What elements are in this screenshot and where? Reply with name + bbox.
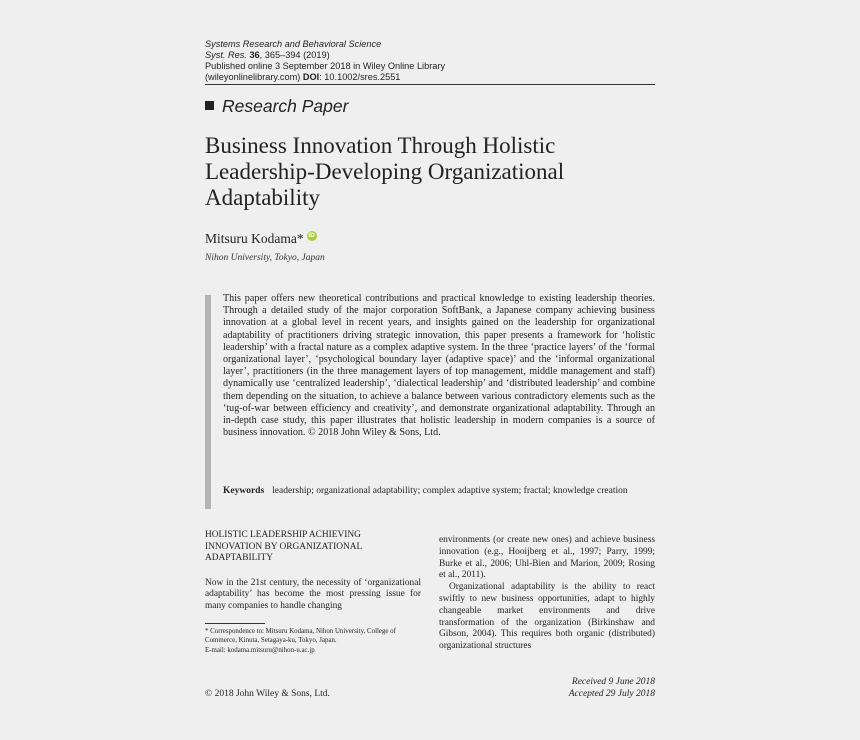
section-label-text: Research Paper [222,96,349,116]
citation-pages: , 365–394 (2019) [259,50,330,60]
received-date: Received 9 June 2018 [571,677,655,687]
title-line: Adaptability [205,185,320,210]
title-line: Leadership-Developing Organizational [205,159,565,184]
heading-line: HOLISTIC LEADERSHIP ACHIEVING [205,530,361,540]
heading-line: ADAPTABILITY [205,553,273,563]
section-heading [205,530,421,565]
left-column [205,530,421,612]
orcid-icon[interactable]: iD [308,232,315,239]
paper-page [205,0,655,740]
citation-line [205,50,655,61]
doi-line [205,72,655,83]
section-label [205,96,348,117]
body-paragraph: Now in the 21st century, the necessity of ‘organizational adaptability’ has become the most pressing issue for many companies to handle changing [205,577,421,611]
footnote-line: E-mail: kodama.mitsuru@nihon-u.ac.jp [205,646,315,654]
footnote-rule [205,623,265,624]
keywords-label: Keywords [223,486,265,496]
correspondence-footnote [205,627,421,655]
header-rule [205,84,655,85]
journal-name: Systems Research and Behavioral Science [205,39,382,49]
author-name: Mitsuru Kodama* [205,231,304,246]
footnote-line: Commerce, Kinuta, Setagaya-ku, Tokyo, Japan. [205,637,337,645]
doi-prefix: (wileyonlinelibrary.com) [205,72,303,82]
author-affiliation: Nihon University, Tokyo, Japan [205,253,325,263]
footnote-line: * Correspondence to: Mitsuru Kodama, Nihon University, College of [205,628,396,635]
body-paragraph: Organizational adaptability is the ability to react swiftly to new business opportunities, adapt to highly changeable market environments and drive transformation of the organization (Birkinshaw and Gibson, 2004). This requires both organic (distributed) organizational structures [439,582,655,652]
heading-line: INNOVATION BY ORGANIZATIONAL [205,541,363,552]
doi-value: : 10.1002/sres.2551 [319,72,401,82]
keywords-text: leadership; organizational adaptability; complex adaptive system; fractal; knowledge creation [272,486,628,496]
body-paragraph: environments (or create new ones) and achieve business innovation (e.g., Hooijberg et al., 1997; Parry, 1999; Burke et al., 2006; Uhl-Bien and Marion, 2009; Rosing et al., 2011). [439,535,655,581]
copyright-notice: © 2018 John Wiley & Sons, Ltd. [205,689,330,699]
citation-volume: 36 [249,50,260,60]
square-bullet-icon [205,101,214,110]
accepted-date: Accepted 29 July 2018 [568,688,655,699]
citation-journal-abbrev: Syst. Res. [205,50,247,60]
history-dates [569,677,655,700]
journal-header [205,39,655,83]
abstract-text: This paper offers new theoretical contributions and practical knowledge to existing leadership theories. Through a detailed study of the major corporation SoftBank, a Japanese company achieving business innovation at a global level in recent years, and insights gained on the leadership for organizational adaptability of practitioners driving strategic innovation, this paper presents a framework for ‘holistic leadership’ with a fractal nature as a complex adaptive system. In the three ‘practice layers’ of the ‘formal organizational layer’, ‘psychological boundary layer (adaptive space)’ and the ‘informal organizational layer’, practitioners (in the three management layers of top management, middle management and staff) dynamically use ‘centralized leadership’, ‘dialectical leadership’ and ‘distributed leadership’ and combine them depending on the situation, to achieve a balance between various contradictory elements such as the ‘tug-of-war between efficiency and creativity’, and demonstrate organizational adaptability. Through an in-depth case study, this paper illustrates that holistic leadership in modern companies is a source of business innovation. © 2018 John Wiley & Sons, Ltd. [223,293,655,439]
author-line [205,231,317,247]
paper-title [205,133,655,211]
published-line: Published online 3 September 2018 in Wiley Online Library [205,61,446,71]
right-column [439,535,655,653]
doi-label: DOI [302,72,320,82]
abstract-sidebar [205,295,211,509]
title-line: Business Innovation Through Holistic [205,133,556,158]
keywords [223,486,655,498]
